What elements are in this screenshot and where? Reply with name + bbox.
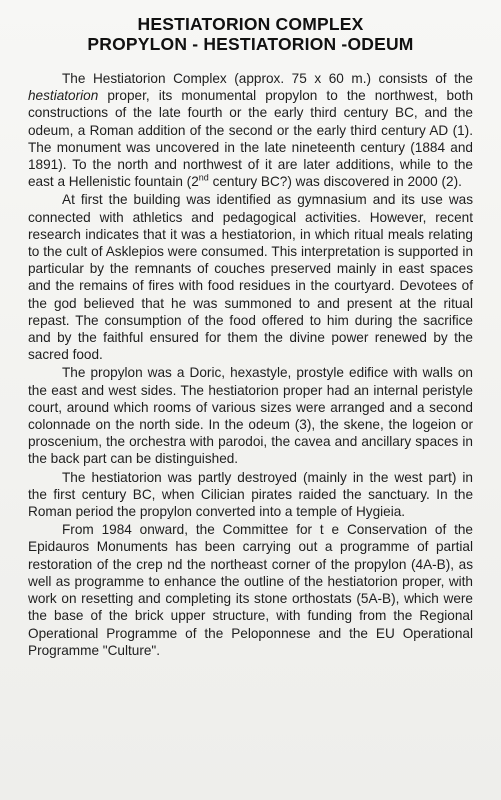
paragraph-1-superscript: nd xyxy=(198,172,209,183)
paragraph-5: From 1984 onward, the Committee for t e Conservation of the Epidauros Monuments has been carrying out a programme of partial restoration of the crep nd the northeast corner of the propylon (4A-B), as well as programme to enhance the outline of the hestiatorion proper, with work on resetting and completing its stone orthostats (5A-B), which were the base of the brick upper structure, with funding from the Regional Operational Programme of the Peloponnese and the EU Operational Programme "Culture". xyxy=(28,522,473,658)
paragraph-3: The propylon was a Doric, hexastyle, prostyle edifice with walls on the east and west sides. The hestiatorion proper had an internal peristyle court, around which rooms of various sizes were arranged and a second colonnade on the north side. In the odeum (3), the skene, the logeion or proscenium, the orchestra with parodoi, the cavea and ancillary spaces in the back part can be distinguished. xyxy=(28,365,473,467)
sign-body xyxy=(28,70,473,659)
paragraph-1-italic-term: hestiatorion xyxy=(28,88,99,104)
sign-title-line-2: PROPYLON - HESTIATORION -ODEUM xyxy=(87,34,414,54)
paragraph-1 xyxy=(28,70,473,190)
paragraph-1-part-a: The Hestiatorion Complex (approx. 75 x 60 m.) consists of the xyxy=(62,71,473,86)
paragraph-2: At first the building was identified as gymnasium and its use was connected with athletics and pedagogical activities. However, recent research indicates that it was a hestiatorion, in which ritual meals relating to the cult of Asklepios were consumed. This interpretation is supported in particular by the remnants of couches preserved mainly in east spaces and the remains of fires with food residues in the courtyard. Devotees of the god believed that he was summoned to and present at the ritual repast. The consumption of the food offered to him during the sacrifice and by the faithful ensured for them the divine power renewed by the sacred food. xyxy=(28,192,473,363)
paragraph-1-part-b: proper, its monumental propylon to the northwest, both constructions of the late fourth or the early third century BC, and the odeum, a Roman addition of the second or the early third century AD (1). The monument was uncovered in the late nineteenth century (1884 and 1891). To the north and northwest of it are later additions, while to the east a Hellenistic fountain (2 xyxy=(28,88,473,190)
sign-title-line-1: HESTIATORION COMPLEX xyxy=(137,14,364,34)
paragraph-1-part-c: century BC?) was discovered in 2000 (2). xyxy=(208,174,462,190)
paragraph-4: The hestiatorion was partly destroyed (mainly in the west part) in the first century BC, when Cilician pirates raided the sanctuary. In the Roman period the propylon converted into a temple of Hygieia. xyxy=(28,469,473,520)
